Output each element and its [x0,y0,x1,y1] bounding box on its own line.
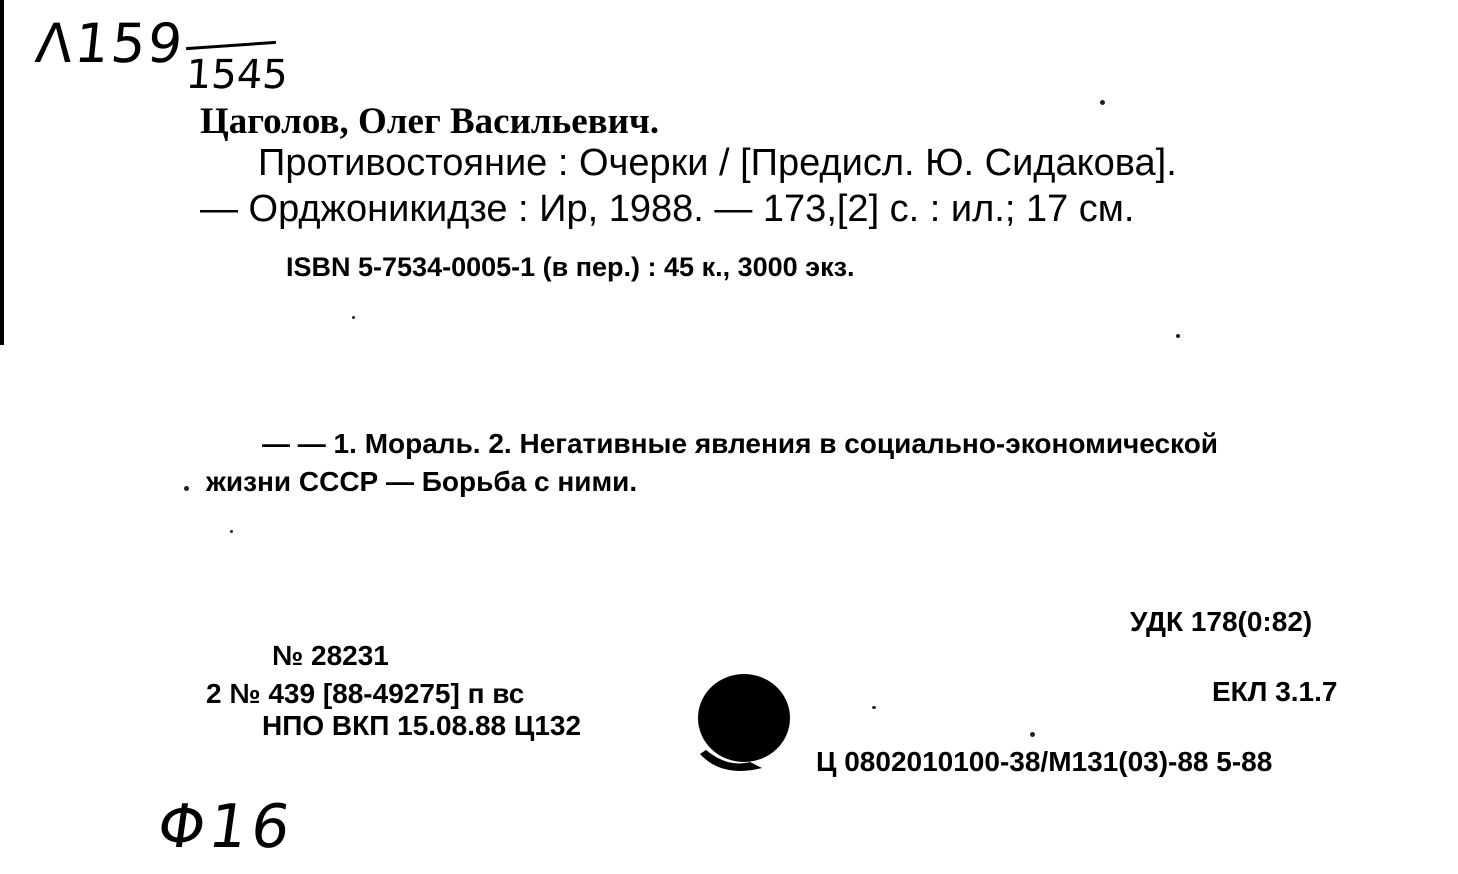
imprint-line-2: 2 № 439 [88-49275] п вс [206,678,525,709]
publication-code: Ц 0802010100-38/М131(03)-88 5-88 [816,746,1273,777]
title-description-line-2: — Орджоникидзе : Ир, 1988. — 173,[2] с. : ил.; 17 см. [200,188,1135,230]
speck [352,316,355,319]
speck [872,706,876,709]
speck [184,486,189,491]
subject-headings-line-1: — — 1. Мораль. 2. Негативные явления в социально-экономической [262,428,1219,459]
punch-hole-mark [692,672,790,778]
udc-code: УДК 178(0:82) [1130,606,1313,637]
handwritten-overline [186,41,276,50]
speck [1176,334,1180,338]
subject-headings-line-2: жизни СССР — Борьба с ними. [206,466,638,497]
isbn-line: ISBN 5-7534-0005-1 (в пер.) : 45 к., 3000 экз. [286,252,855,282]
card-left-edge [0,0,4,345]
speck [1030,732,1035,737]
handwritten-call-number: Λ159 [32,12,188,75]
ekl-code: ЕКЛ 3.1.7 [1212,676,1338,707]
imprint-line-3: НПО ВКП 15.08.88 Ц132 [262,710,582,741]
speck [1100,100,1105,105]
order-number: № 28231 [272,640,389,671]
title-description-line-1: Противостояние : Очерки / [Предисл. Ю. Сидакова]. [258,142,1177,184]
speck [230,530,233,533]
author-heading: Цаголов, Олег Васильевич. [200,101,660,142]
handwritten-shelf-mark: Φ16 [153,792,299,862]
handwritten-accession-number: 1545 [184,52,290,98]
